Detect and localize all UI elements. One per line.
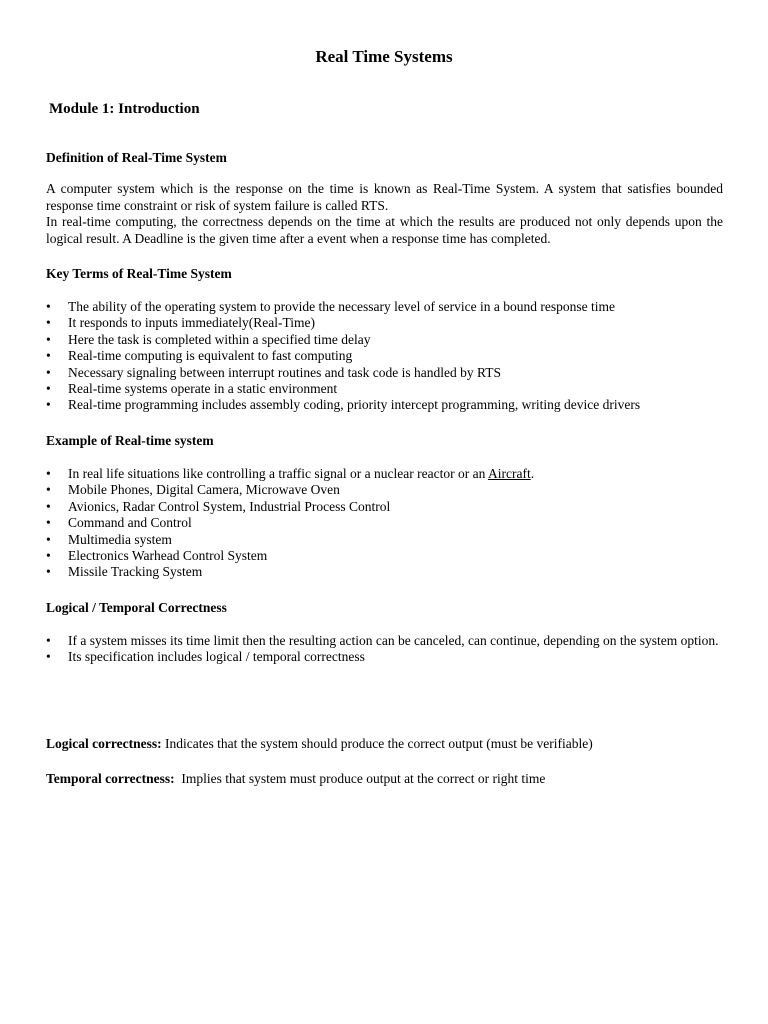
bullet-icon: •	[46, 466, 51, 481]
temporal-correctness-label: Temporal correctness:	[46, 771, 175, 786]
logical-correctness-text: Indicates that the system should produce the correct output (must be verifiable)	[161, 736, 593, 751]
list-item: • Missile Tracking System	[46, 564, 203, 580]
bullet-icon: •	[46, 482, 51, 498]
bullet-icon: •	[46, 548, 51, 564]
bullet-icon: •	[46, 381, 51, 397]
bullet-icon: •	[46, 498, 51, 514]
list-item: • Real-time systems operate in a static environment	[46, 381, 338, 397]
list-item: • Mobile Phones, Digital Camera, Microwave Oven	[46, 482, 340, 498]
examples-heading: Example of Real-time system	[46, 433, 214, 448]
list-item: • Its specification includes logical / temporal correctness	[46, 649, 365, 665]
list-item: • Electronics Warhead Control System	[46, 548, 268, 564]
bullet-icon: •	[46, 397, 51, 413]
bullet-icon: •	[46, 299, 51, 314]
definition-heading: Definition of Real-Time System	[46, 150, 227, 165]
bullet-icon: •	[46, 364, 51, 380]
bullet-icon: •	[46, 564, 51, 580]
list-item: • The ability of the operating system to provide the necessary level of service in a bound response time	[46, 299, 615, 314]
bullet-icon: •	[46, 633, 51, 648]
bullet-icon: •	[46, 531, 51, 547]
bullet-icon: •	[46, 348, 51, 364]
list-item: • Avionics, Radar Control System, Industrial Process Control	[46, 498, 391, 514]
key-terms-heading: Key Terms of Real-Time System	[46, 266, 232, 281]
list-item: • If a system misses its time limit then the resulting action can be canceled, can continue, depending on the system option.	[46, 633, 719, 648]
temporal-correctness-definition	[46, 770, 545, 787]
page-title: Real Time Systems	[315, 47, 453, 66]
key-terms-list	[46, 299, 723, 414]
definition-paragraph	[46, 181, 723, 247]
list-item: • Command and Control	[46, 515, 192, 531]
bullet-icon: •	[46, 515, 51, 531]
list-item: • It responds to inputs immediately(Real-Time)	[46, 315, 315, 331]
definition-text-2: In real-time computing, the correctness depends on the time at which the results are produced not only depends upon the logical result. A Deadline is the given time after a event when a response time has completed.	[46, 214, 723, 246]
bullet-icon: •	[46, 315, 51, 331]
temporal-correctness-text: Implies that system must produce output at the correct or right time	[174, 771, 546, 786]
module-heading: Module 1: Introduction	[49, 101, 200, 117]
aircraft-link[interactable]: Aircraft	[487, 466, 531, 481]
list-item: • Necessary signaling between interrupt routines and task code is handled by RTS	[46, 364, 501, 380]
correctness-heading: Logical / Temporal Correctness	[46, 600, 227, 615]
logical-correctness-label: Logical correctness:	[46, 736, 162, 751]
list-item: • Real-time computing is equivalent to fast computing	[46, 348, 353, 364]
bullet-icon: •	[46, 649, 51, 665]
list-item: • In real life situations like controlling a traffic signal or a nuclear reactor or an Aircraft.	[46, 466, 535, 481]
list-item: • Multimedia system	[46, 531, 172, 547]
correctness-list	[46, 633, 723, 666]
definition-text-1: A computer system which is the response on the time is known as Real-Time System. A system that satisfies bounded response time constraint or risk of system failure is called RTS.	[46, 181, 723, 213]
list-item: • Real-time programming includes assembly coding, priority intercept programming, writing device drivers	[46, 397, 641, 413]
list-item: • Here the task is completed within a specified time delay	[46, 331, 371, 347]
examples-list	[46, 466, 723, 581]
logical-correctness-definition	[46, 735, 593, 752]
bullet-icon: •	[46, 331, 51, 347]
